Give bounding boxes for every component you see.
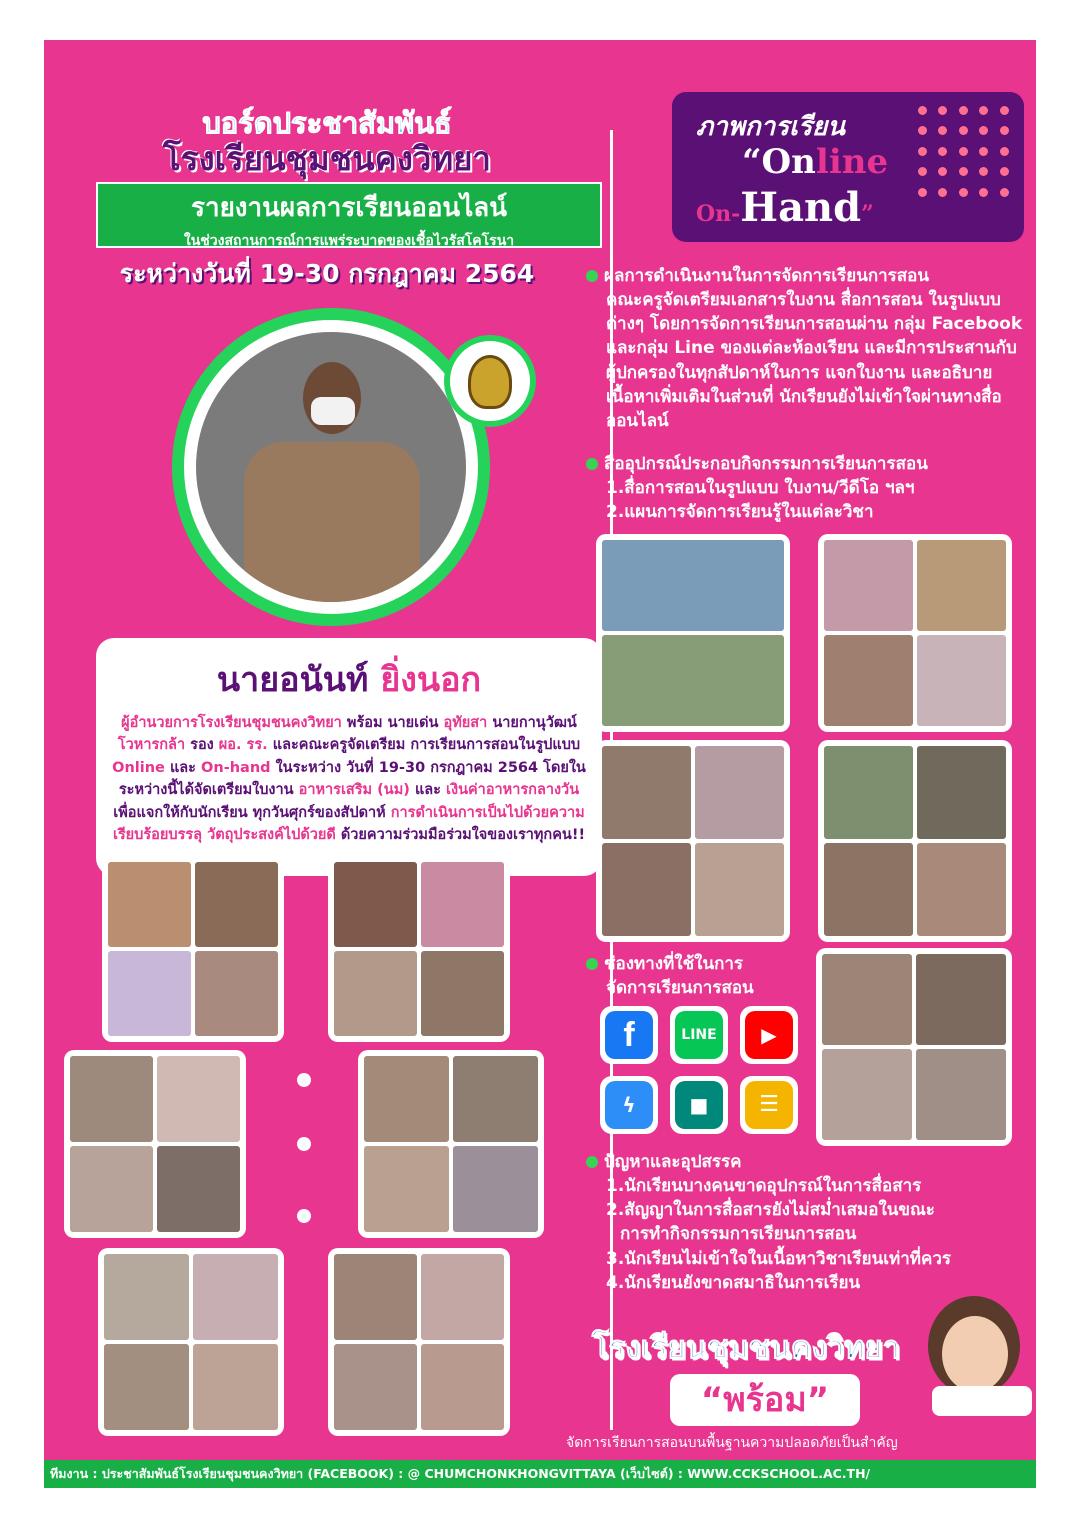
photo — [193, 1344, 278, 1430]
channels-heading — [586, 952, 826, 976]
bullet-icon — [586, 958, 598, 970]
dot-pattern — [918, 106, 1014, 202]
chat-icon: ☰ — [740, 1076, 798, 1134]
photo-collage — [596, 534, 790, 732]
photo — [334, 1254, 417, 1340]
desc-part: Online — [112, 759, 165, 776]
footer-bar: ทีมงาน : ประชาสัมพันธ์โรงเรียนชุมชนคงวิทยา (FACEBOOK) : @ CHUMCHONKHONGVITTAYA (เว็บไซต์) : WWW.CCKSCHOOL.AC.TH/ — [44, 1460, 1036, 1488]
online-part: “On — [742, 142, 816, 182]
results-section — [586, 264, 1026, 433]
photo — [917, 746, 1006, 839]
photo-collage — [596, 740, 790, 942]
photo-collage — [358, 1050, 544, 1238]
report-title: รายงานผลการเรียนออนไลน์ — [191, 193, 507, 223]
learning-title: ภาพการเรียน — [696, 112, 846, 142]
photo-collage — [328, 856, 510, 1042]
photo — [157, 1056, 240, 1142]
onhand-part: On- — [696, 201, 741, 227]
report-subtitle: ในช่วงสถานการณ์การแพร่ระบาดของเชื้อไวรัสโคโรนา — [183, 233, 515, 249]
photo — [917, 540, 1006, 631]
problems-heading — [586, 1150, 1026, 1174]
photo — [364, 1056, 449, 1142]
online-label — [742, 142, 888, 182]
desc-part: อาหารเสริม (นม) — [298, 782, 410, 799]
photo — [824, 635, 913, 726]
google-meet-icon: ■ — [670, 1076, 728, 1134]
photo — [195, 862, 278, 947]
photo — [334, 951, 417, 1036]
media-section — [586, 452, 1026, 524]
learning-title-card — [672, 92, 1024, 242]
photo — [421, 951, 504, 1036]
bullet-icon — [586, 1156, 598, 1168]
closing-tagline: จัดการเรียนการสอนบนพื้นฐานความปลอดภัยเป็นสำคัญ — [566, 1435, 898, 1451]
photo — [602, 843, 691, 936]
photo — [108, 951, 191, 1036]
problem-item: 1.นักเรียนบางคนขาดอุปกรณ์ในการสื่อสาร — [606, 1176, 922, 1197]
closing-school-name: โรงเรียนชุมชนคงวิทยา — [592, 1330, 901, 1366]
online-part: line — [815, 142, 889, 182]
photo — [421, 1344, 504, 1430]
onhand-label — [696, 184, 874, 231]
ready-badge: “พร้อม” — [670, 1374, 860, 1426]
photo-collage — [98, 1248, 284, 1436]
dot-divider — [297, 1209, 311, 1223]
channels-heading-text: ช่องทางที่ใช้ในการ — [604, 954, 744, 974]
photo-collage — [64, 1050, 246, 1238]
uniform-shape — [244, 442, 420, 602]
results-heading — [586, 264, 1026, 288]
desc-part: นายกานุวัฒน์ — [492, 715, 577, 731]
problem-item: 4.นักเรียนยังขาดสมาธิในการเรียน — [606, 1272, 861, 1293]
photo — [104, 1344, 189, 1430]
channels-section — [586, 952, 826, 1000]
onhand-part: Hand — [740, 184, 862, 231]
line-icon-label: LINE — [675, 1011, 723, 1059]
bullet-icon — [586, 458, 598, 470]
director-photo — [196, 332, 466, 602]
desc-part: และ — [169, 759, 196, 776]
director-photo-frame — [172, 308, 490, 626]
photo — [824, 540, 913, 631]
photo — [104, 1254, 189, 1340]
desc-part: และ — [414, 782, 441, 799]
problem-item: การทำกิจกรรมการเรียนการสอน — [620, 1224, 857, 1245]
photo — [70, 1146, 153, 1232]
bullet-icon — [586, 270, 598, 282]
photo — [824, 843, 913, 936]
photo — [334, 862, 417, 947]
photo — [195, 951, 278, 1036]
report-banner — [96, 182, 602, 248]
photo — [602, 635, 784, 726]
desc-part: เพื่อแจกให้กับนักเรียน ทุกวันศุกร์ของสัปดาห์ — [113, 804, 386, 821]
messenger-icon: ϟ — [600, 1076, 658, 1134]
problem-item: 2.สัญญาในการสื่อสารยังไม่สม่ำเสมอในขณะ — [606, 1200, 935, 1221]
director-name — [108, 652, 590, 706]
photo-collage — [328, 1248, 510, 1436]
problems-section — [586, 1150, 1026, 1295]
photo — [695, 843, 784, 936]
photo — [917, 843, 1006, 936]
photo — [822, 1049, 912, 1140]
problems-heading-text: ปัญหาและอุปสรรค — [604, 1152, 742, 1172]
photo — [695, 746, 784, 839]
photo — [421, 862, 504, 947]
cartoon-girl-illustration — [922, 1290, 1034, 1420]
photo — [824, 746, 913, 839]
photo — [108, 862, 191, 947]
dot-divider — [297, 1137, 311, 1151]
desc-part: ในระหว่าง วันที่ 19-30 กรกฎาคม 2564 โดยในระหว่างนี้ได้จัดเตรียมใบงาน — [118, 759, 586, 799]
photo — [602, 540, 784, 631]
desc-part: การดำเนินการเป็นไปด้วยความเรียบร้อยบรรลุ วัตถุประสงค์ไปด้วยดี — [112, 804, 585, 844]
desc-part: ผู้อำนวยการโรงเรียนชุมชนคงวิทยา — [121, 715, 342, 731]
photo — [917, 635, 1006, 726]
media-item: 1.สื่อการสอนในรูปแบบ ใบงาน/วีดีโอ ฯลฯ — [606, 478, 915, 499]
line-icon — [670, 1006, 728, 1064]
desc-part: ผอ. รร. — [218, 737, 268, 754]
desc-part: นายเด่น — [387, 715, 439, 731]
photo — [822, 954, 912, 1045]
photo — [70, 1056, 153, 1142]
photo-collage — [816, 948, 1012, 1146]
youtube-icon: ▶ — [740, 1006, 798, 1064]
desc-part: โวหารกล้า — [117, 737, 186, 754]
media-heading-text: สื่ออุปกรณ์ประกอบกิจกรรมการเรียนการสอน — [604, 454, 928, 474]
photo — [453, 1146, 538, 1232]
photo — [334, 1344, 417, 1430]
photo — [916, 954, 1006, 1045]
photo — [602, 746, 691, 839]
channel-icons — [600, 1006, 806, 1136]
pr-board — [44, 40, 1036, 1488]
quote-mark: ” — [861, 201, 874, 227]
mask-shape — [311, 397, 355, 425]
desc-part: พร้อม — [346, 715, 383, 731]
director-info-box — [96, 638, 602, 876]
problem-item: 3.นักเรียนไม่เข้าใจในเนื้อหาวิชาเรียนเท่าที่ควร — [606, 1248, 952, 1269]
school-name-heading: โรงเรียนชุมชนคงวิทยา — [163, 139, 491, 178]
photo-collage — [102, 856, 284, 1042]
photo-collage — [818, 740, 1012, 942]
photo — [421, 1254, 504, 1340]
media-heading — [586, 452, 1026, 476]
photo — [193, 1254, 278, 1340]
desc-part: และคณะครูจัดเตรียม การเรียนการสอนในรูปแบบ — [272, 737, 581, 754]
director-first-name: นายอนันท์ — [216, 660, 369, 700]
board-heading: บอร์ดประชาสัมพันธ์ — [202, 106, 452, 140]
facebook-icon: f — [600, 1006, 658, 1064]
results-body: คณะครูจัดเตรียมเอกสารใบงาน สื่อการสอน ในรูปแบบต่างๆ โดยการจัดการเรียนการสอนผ่าน กลุ่ม Facebook และกลุ่ม Line ของแต่ละห้องเรียน และมีการประสานกับผู้ปกครองในทุกสัปดาห์ในการ แจกใบงาน และอธิบายเนื้อหาเพิ่มเติมในส่วนที่ นักเรียนยังไม่เข้าใจผ่านทางสื่อออนไลน์ — [606, 290, 1023, 431]
desc-part: On-hand — [201, 759, 271, 776]
desc-part: เงินค่าอาหารกลางวัน — [446, 782, 580, 799]
photo — [157, 1146, 240, 1232]
photo — [916, 1049, 1006, 1140]
photo — [453, 1056, 538, 1142]
desc-part: รอง — [190, 737, 214, 754]
desc-part: ด้วยความร่วมมือร่วมใจของเราทุกคน!! — [340, 827, 586, 844]
media-item: 2.แผนการจัดการเรียนรู้ในแต่ละวิชา — [606, 502, 874, 523]
results-heading-text: ผลการดำเนินงานในการจัดการเรียนการสอน — [604, 266, 930, 286]
dot-divider — [297, 1073, 311, 1087]
director-description — [108, 712, 590, 847]
school-emblem-logo — [444, 335, 536, 427]
photo-collage — [818, 534, 1012, 732]
channels-heading-line2: จัดการเรียนการสอน — [606, 978, 754, 999]
date-range: ระหว่างวันที่ 19-30 กรกฎาคม 2564 — [119, 259, 535, 288]
director-last-name: ยิ่งนอก — [380, 660, 482, 700]
photo — [364, 1146, 449, 1232]
emblem-icon — [468, 355, 512, 409]
desc-part: อุทัยสา — [443, 715, 488, 731]
